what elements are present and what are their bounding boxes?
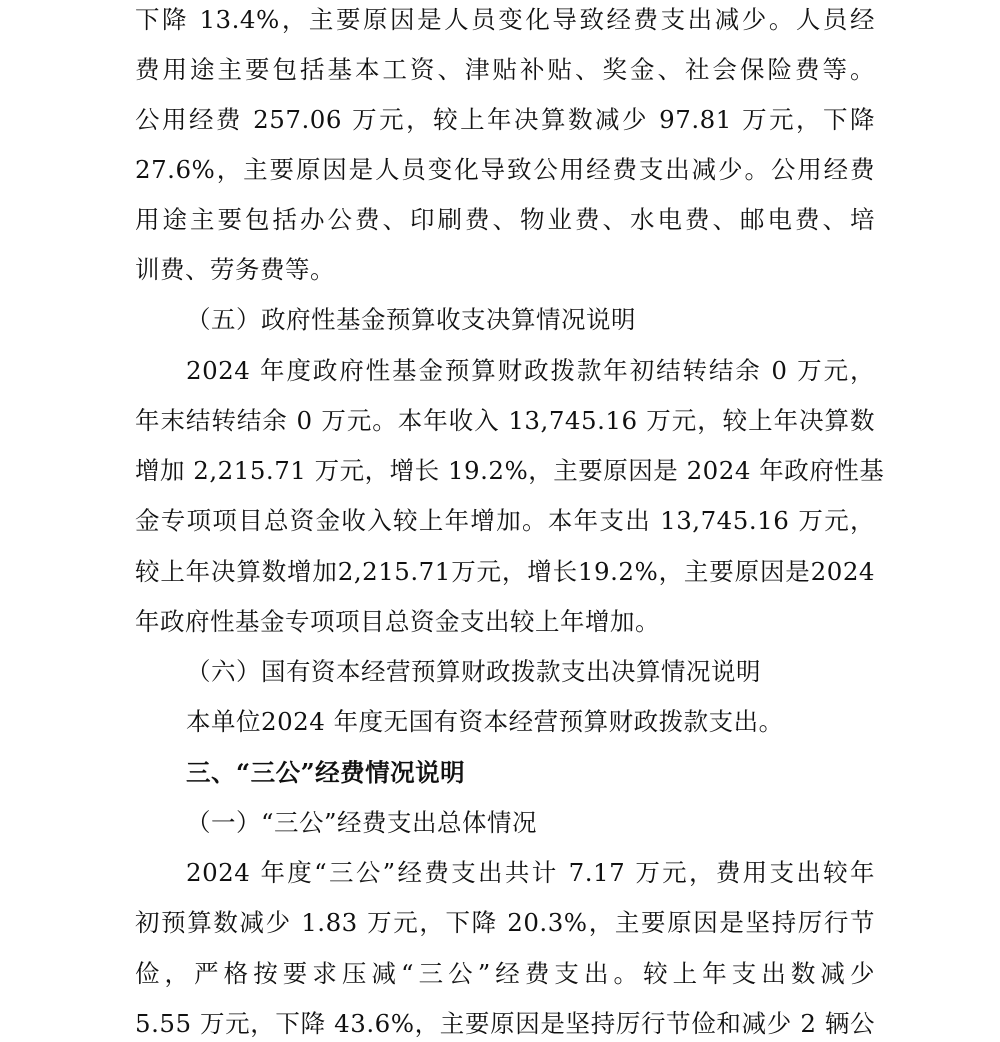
paragraph-line: 训费、劳务费等。	[135, 255, 335, 284]
paragraph-line: 2024 年度“三公”经费支出共计 7.17 万元，费用支出较年	[186, 858, 875, 887]
section-heading-6: （六）国有资本经营预算财政拨款支出决算情况说明	[186, 657, 761, 686]
paragraph-line: 用途主要包括办公费、印刷费、物业费、水电费、邮电费、培	[135, 205, 875, 234]
paragraph-line: 增加 2,215.71 万元，增长 19.2%，主要原因是 2024 年政府性基	[135, 456, 885, 485]
chapter-heading-3: 三、“三公”经费情况说明	[186, 758, 466, 787]
paragraph-line: 年政府性基金专项项目总资金支出较上年增加。	[135, 607, 660, 636]
paragraph-line: 初预算数减少 1.83 万元，下降 20.3%，主要原因是坚持厉行节	[135, 908, 875, 937]
paragraph-line: 下降 13.4%，主要原因是人员变化导致经费支出减少。人员经	[135, 5, 875, 34]
section-heading-5: （五）政府性基金预算收支决算情况说明	[186, 305, 636, 334]
paragraph-line: 公用经费 257.06 万元，较上年决算数减少 97.81 万元，下降	[135, 105, 875, 134]
subsection-heading-1: （一）“三公”经费支出总体情况	[186, 808, 538, 837]
paragraph-line: 年末结转结余 0 万元。本年收入 13,745.16 万元，较上年决算数	[135, 406, 875, 435]
paragraph-line: 较上年决算数增加2,215.71万元，增长19.2%，主要原因是2024	[135, 557, 875, 586]
paragraph-line: 2024 年度政府性基金预算财政拨款年初结转结余 0 万元，	[186, 356, 875, 385]
paragraph-line: 5.55 万元，下降 43.6%，主要原因是坚持厉行节俭和减少 2 辆公	[135, 1009, 875, 1038]
paragraph-line: 本单位2024 年度无国有资本经营预算财政拨款支出。	[186, 707, 784, 736]
paragraph-line: 费用途主要包括基本工资、津贴补贴、奖金、社会保险费等。	[135, 55, 875, 84]
paragraph-line: 俭，严格按要求压减“三公”经费支出。较上年支出数减少	[135, 959, 875, 988]
paragraph-line: 27.6%，主要原因是人员变化导致公用经费支出减少。公用经费	[135, 155, 875, 184]
paragraph-line: 金专项项目总资金收入较上年增加。本年支出 13,745.16 万元，	[135, 506, 875, 535]
